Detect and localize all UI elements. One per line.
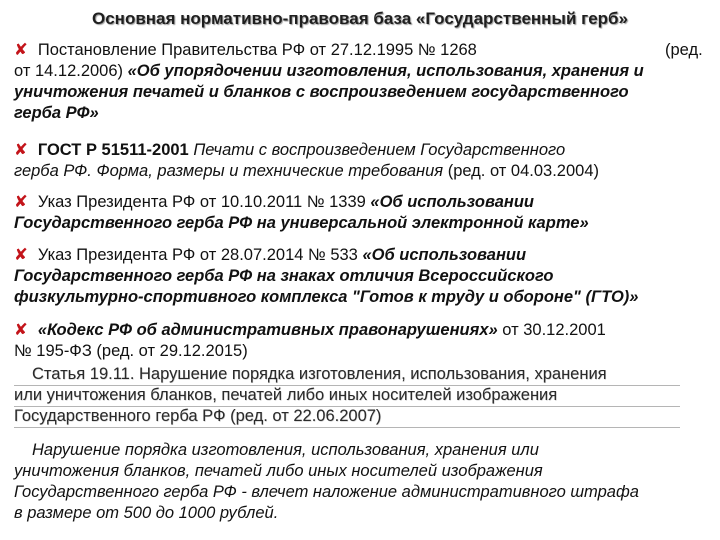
item-line: № 195-ФЗ (ред. от 29.12.2015) (14, 342, 248, 360)
item-line: ✘ ГОСТ Р 51511-2001 Печати с воспроизведением Государственного (14, 141, 566, 159)
item-line: ✘ «Кодекс РФ об административных правонарушениях» от 30.12.2001 (14, 321, 606, 339)
legal-item-decree-1268 (14, 40, 714, 124)
penalty-line: в размере от 500 до 1000 рублей. (14, 504, 279, 522)
article-line: или уничтожения бланков, печатей либо иных носителей изображения (14, 386, 558, 404)
cross-mark-icon: ✘ (14, 141, 28, 159)
item-line: Государственного герба РФ на знаках отличия Всероссийского (14, 267, 554, 285)
item-line: герба РФ. Форма, размеры и технические требования (ред. от 04.03.2004) (14, 162, 600, 180)
underline-rule (14, 427, 680, 428)
cross-mark-icon: ✘ (14, 246, 28, 264)
item-line: физкультурно-спортивного комплекса "Готов к труду и обороне" (ГТО)» (14, 288, 639, 306)
article-19-11 (14, 364, 714, 427)
item-line: ✘ Указ Президента РФ от 10.10.2011 № 1339 «Об использовании (14, 193, 535, 211)
penalty-line: Нарушение порядка изготовления, использования, хранения или (32, 441, 539, 459)
decree-title: Постановление Правительства РФ от 27.12.1995 № 1268 (37, 41, 477, 59)
legal-item-decree-1339 (14, 192, 714, 234)
article-line: Статья 19.11. Нарушение порядка изготовления, использования, хранения (32, 365, 607, 383)
item-line: от 14.12.2006) «Об упорядочении изготовления, использования, хранения и (14, 62, 644, 80)
item-line: Государственного герба РФ на универсальной электронной карте» (14, 214, 589, 232)
penalty-line: уничтожения бланков, печатей либо иных носителей изображения (14, 462, 543, 480)
page-title: Основная нормативно-правовая база «Государственный герб» (92, 9, 628, 28)
article-line: Государственного герба РФ (ред. от 22.06.2007) (14, 407, 382, 425)
item-line: герба РФ» (14, 104, 99, 122)
penalty-line: Государственного герба РФ - влечет наложение административного штрафа (14, 483, 639, 501)
underline-rule (14, 385, 680, 386)
item-line: ✘ Указ Президента РФ от 28.07.2014 № 533 «Об использовании (14, 246, 527, 264)
legal-item-gost (14, 140, 714, 182)
underline-rule (14, 406, 680, 407)
item-line (14, 40, 714, 61)
cross-mark-icon: ✘ (14, 321, 28, 339)
legal-item-koap (14, 320, 714, 362)
cross-mark-icon: ✘ (14, 193, 28, 211)
item-line: уничтожения печатей и бланков с воспроизведением государственного (14, 83, 629, 101)
penalty-text (14, 440, 714, 524)
legal-item-decree-533 (14, 245, 714, 308)
cross-mark-icon: ✘ (14, 41, 28, 59)
edition-prefix: (ред. (665, 41, 703, 59)
